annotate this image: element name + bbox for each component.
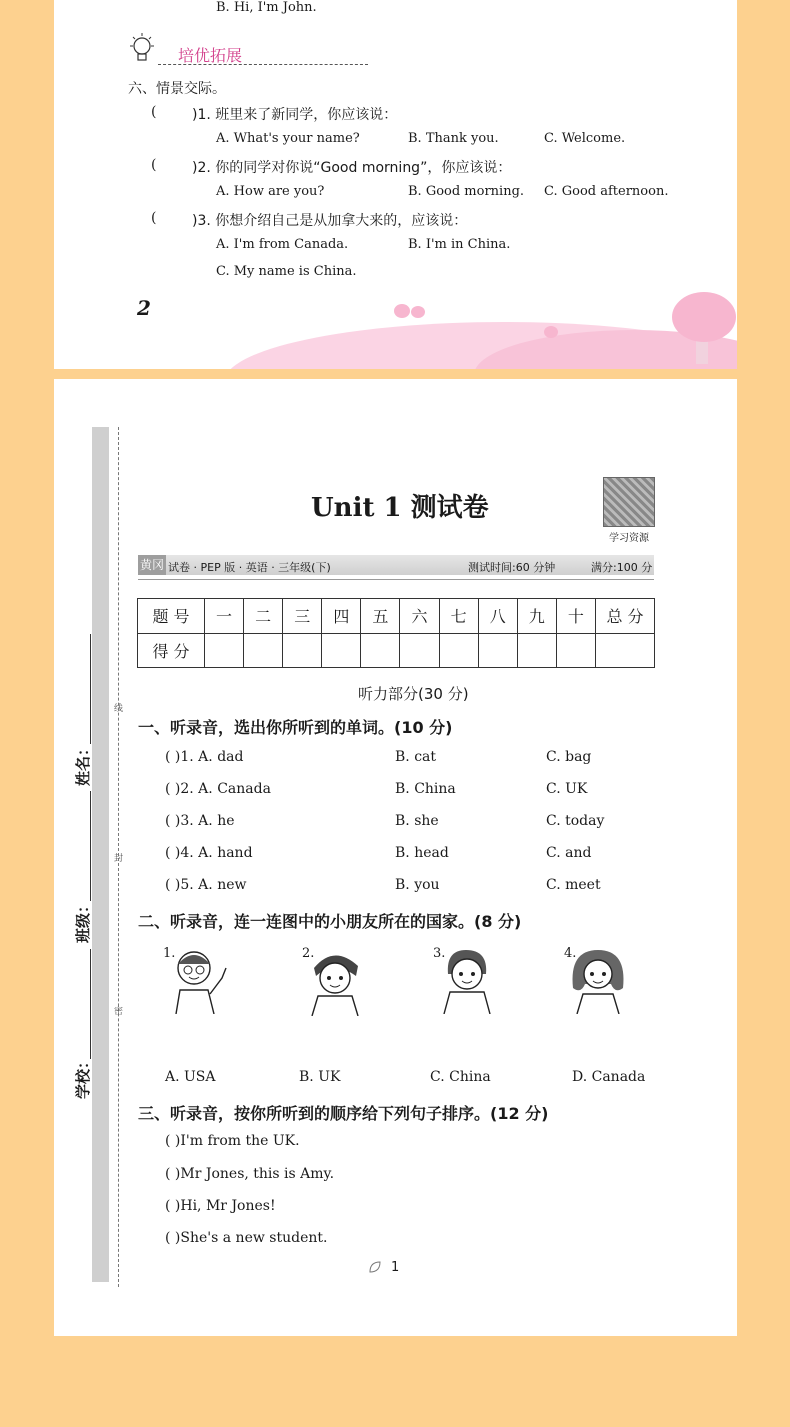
- table-cell: 八: [478, 599, 517, 634]
- option-a: A. I'm from Canada.: [216, 237, 349, 252]
- girl-with-ponytail-illustration: [436, 944, 498, 1014]
- previous-option-text: B. Hi, I'm John.: [216, 0, 317, 15]
- page-sheet-1: [54, 379, 737, 1336]
- name-line: [90, 634, 91, 744]
- option-c: C. Good afternoon.: [544, 184, 669, 199]
- banner-score: 满分:100 分: [591, 561, 653, 574]
- picture-number: 3.: [433, 946, 446, 961]
- score-input[interactable]: [478, 633, 517, 668]
- boy-with-glasses-illustration: [170, 944, 232, 1014]
- table-cell: 六: [400, 599, 439, 634]
- table-cell: 总 分: [596, 599, 655, 634]
- lightbulb-icon: [126, 32, 158, 64]
- leaf-icon: [368, 1260, 382, 1274]
- score-input[interactable]: [400, 633, 439, 668]
- section-title-6: 六、情景交际。: [128, 81, 226, 97]
- name-label: 姓名：: [74, 740, 92, 786]
- question-text: )3. 你想介绍自己是从加拿大来的，应该说：: [192, 213, 468, 229]
- page-number: 2: [137, 296, 151, 320]
- boy-illustration: [304, 946, 366, 1016]
- cut-mark: 线: [114, 704, 124, 714]
- picture-number: 2.: [302, 946, 315, 961]
- country-option: B. UK: [299, 1069, 341, 1085]
- page-number: 1: [391, 1260, 400, 1275]
- score-input[interactable]: [205, 633, 244, 668]
- option-c: C. Welcome.: [544, 131, 626, 146]
- score-input[interactable]: [322, 633, 361, 668]
- option-a: A. How are you?: [216, 184, 325, 199]
- option-b: B. cat: [395, 749, 437, 765]
- option-b: B. Thank you.: [408, 131, 499, 146]
- picture-number: 4.: [564, 946, 577, 961]
- score-input[interactable]: [361, 633, 400, 668]
- answer-paren: (: [151, 157, 157, 173]
- banner-time: 测试时间:60 分钟: [468, 561, 556, 574]
- score-input[interactable]: [556, 633, 595, 668]
- list-item: ( )Hi, Mr Jones!: [165, 1198, 276, 1214]
- list-item: ( )3. A. he: [165, 813, 235, 829]
- option-c: C. bag: [546, 749, 592, 765]
- table-cell: 二: [244, 599, 283, 634]
- option-c: C. today: [546, 813, 605, 829]
- list-item: ( )Mr Jones, this is Amy.: [165, 1166, 335, 1182]
- table-cell: 十: [556, 599, 595, 634]
- binding-strip: [92, 427, 109, 1282]
- question-text: )1. 班里来了新同学，你应该说：: [192, 107, 398, 123]
- listening-header: 听力部分(30 分): [358, 685, 469, 703]
- table-cell: 五: [361, 599, 400, 634]
- cut-mark: 封: [114, 854, 124, 864]
- option-b: B. you: [395, 877, 440, 893]
- banner-rule: [138, 579, 654, 580]
- answer-paren: (: [151, 104, 157, 120]
- option-c: C. meet: [546, 877, 601, 893]
- score-input[interactable]: [596, 633, 655, 668]
- table-cell: 九: [517, 599, 556, 634]
- qr-caption: 学习资源: [609, 533, 649, 544]
- girl-with-curly-hair-illustration: [567, 944, 629, 1014]
- class-line: [90, 791, 91, 901]
- banner-edition: 试卷 · PEP 版 · 英语 · 三年级(下): [168, 561, 331, 574]
- school-line: [90, 949, 91, 1059]
- badge-underline: [158, 64, 368, 65]
- section-title-3: 三、听录音，按你所听到的顺序给下列句子排序。(12 分): [138, 1104, 549, 1123]
- score-input[interactable]: [439, 633, 478, 668]
- page-title: Unit 1 测试卷: [311, 493, 489, 523]
- table-row: [138, 633, 655, 668]
- country-option: D. Canada: [572, 1069, 646, 1085]
- list-item: ( )She's a new student.: [165, 1230, 328, 1246]
- score-table: [137, 598, 655, 668]
- school-label: 学校：: [74, 1053, 92, 1099]
- table-cell: 七: [439, 599, 478, 634]
- answer-paren: (: [151, 210, 157, 226]
- list-item: ( )5. A. new: [165, 877, 247, 893]
- page-sheet-2: [54, 0, 737, 369]
- table-cell: 一: [205, 599, 244, 634]
- class-label: 班级：: [74, 897, 92, 943]
- small-tree: [411, 306, 425, 318]
- qr-code[interactable]: [603, 477, 655, 527]
- pink-tree: [672, 292, 736, 342]
- table-cell: 三: [283, 599, 322, 634]
- list-item: ( )1. A. dad: [165, 749, 244, 765]
- option-a: A. What's your name?: [216, 131, 360, 146]
- table-cell: 题 号: [138, 599, 205, 634]
- list-item: ( )I'm from the UK.: [165, 1133, 300, 1149]
- small-tree: [544, 326, 558, 338]
- option-b: B. Good morning.: [408, 184, 525, 199]
- cut-mark: 密: [114, 1007, 124, 1017]
- option-b: B. she: [395, 813, 439, 829]
- option-c: C. My name is China.: [216, 264, 357, 279]
- option-c: C. and: [546, 845, 592, 861]
- country-option: A. USA: [165, 1069, 216, 1085]
- table-row: [138, 599, 655, 634]
- country-option: C. China: [430, 1069, 491, 1085]
- question-text: )2. 你的同学对你说“Good morning”，你应该说：: [192, 160, 512, 176]
- table-cell: 得 分: [138, 633, 205, 668]
- badge-label: 培优拓展: [178, 46, 243, 65]
- small-tree: [394, 304, 410, 318]
- score-input[interactable]: [244, 633, 283, 668]
- score-input[interactable]: [283, 633, 322, 668]
- option-b: B. head: [395, 845, 449, 861]
- option-c: C. UK: [546, 781, 588, 797]
- banner-tag: 黄冈: [138, 555, 166, 575]
- list-item: ( )2. A. Canada: [165, 781, 271, 797]
- picture-number: 1.: [163, 946, 176, 961]
- section-title-2: 二、听录音，连一连图中的小朋友所在的国家。(8 分): [138, 912, 522, 931]
- list-item: ( )4. A. hand: [165, 845, 253, 861]
- option-b: B. China: [395, 781, 456, 797]
- table-cell: 四: [322, 599, 361, 634]
- option-b: B. I'm in China.: [408, 237, 511, 252]
- score-input[interactable]: [517, 633, 556, 668]
- section-title-1: 一、听录音，选出你所听到的单词。(10 分): [138, 718, 453, 737]
